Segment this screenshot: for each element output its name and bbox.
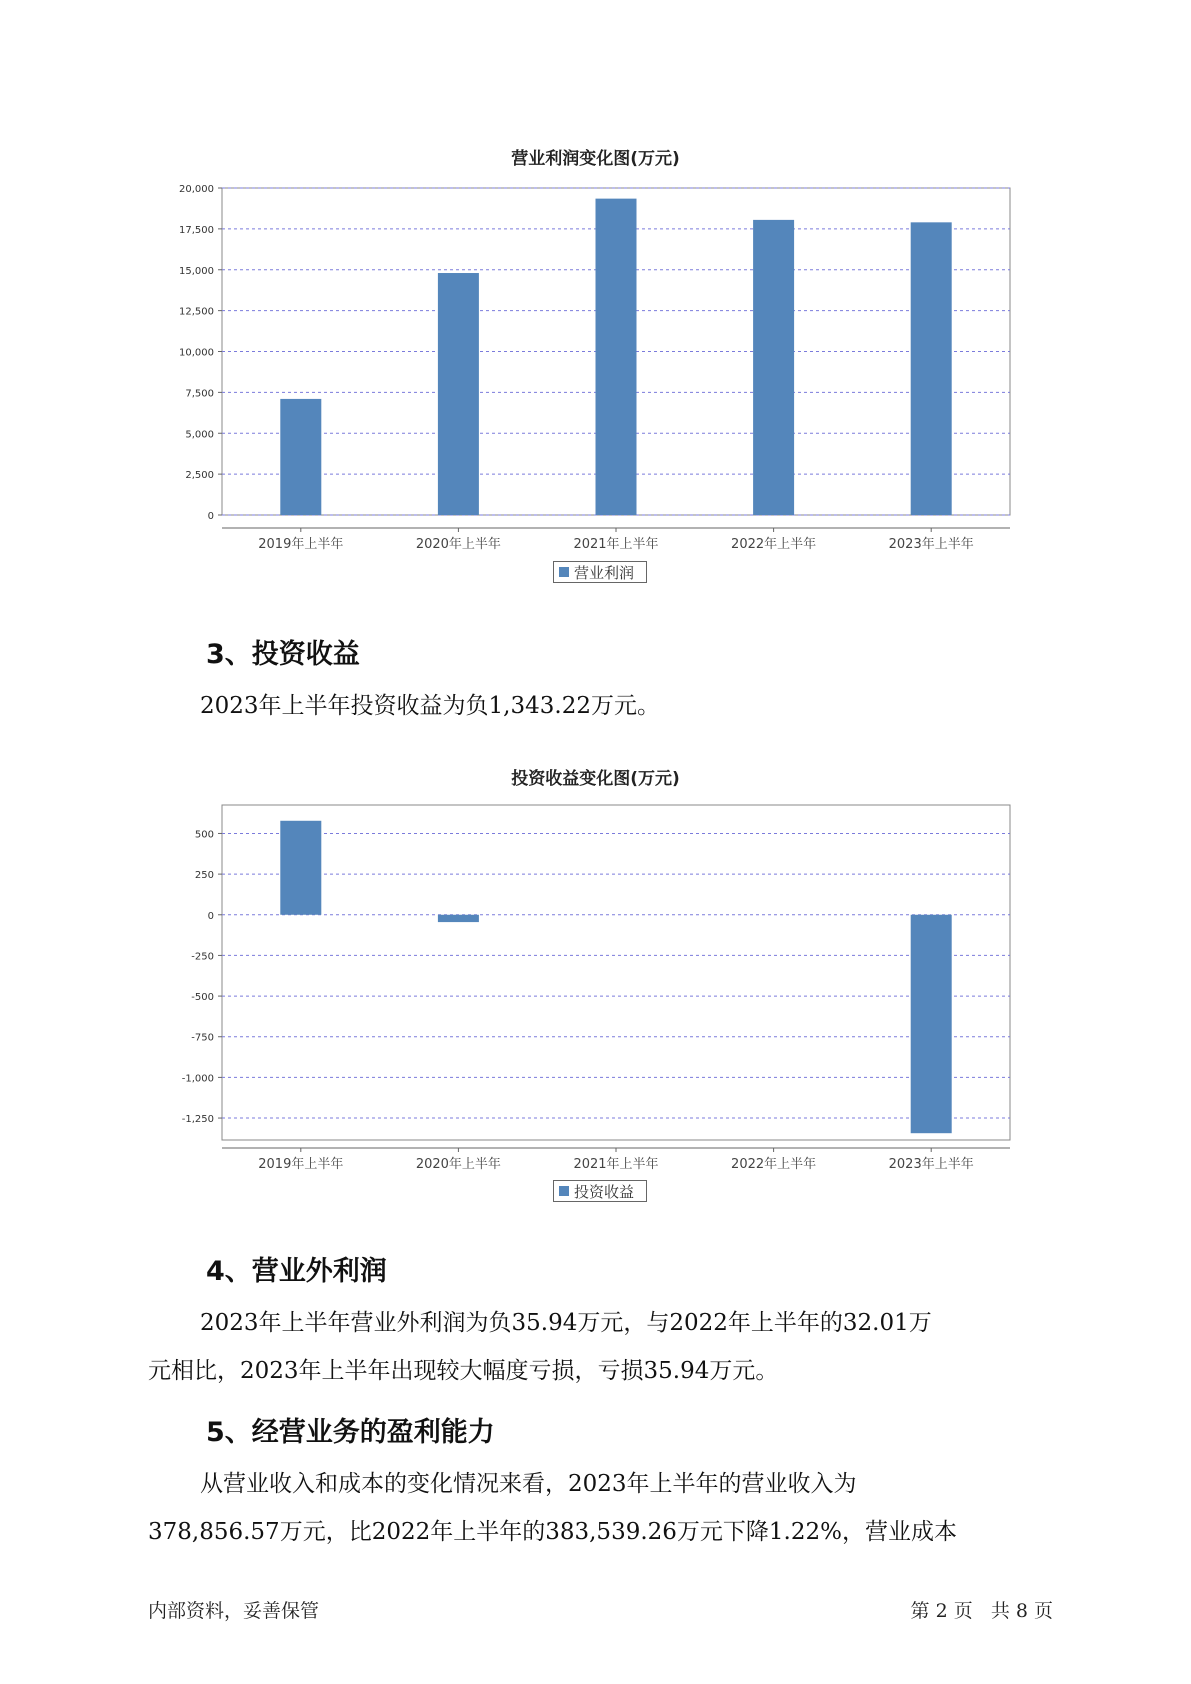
footer-confidential-note: 内部资料，妥善保管: [148, 1600, 320, 1622]
y-tick-label: 2,500: [185, 470, 214, 482]
y-tick-label: 15,000: [179, 265, 214, 277]
chart1-legend-label: 营业利润: [574, 563, 635, 582]
footer-page-number: 第 2 页 共 8 页: [910, 1600, 1053, 1622]
plot-frame: [222, 805, 1010, 1140]
section3-text: 2023年上半年投资收益为负1,343.22万元。: [200, 693, 660, 719]
x-tick-label: 2021年上半年: [573, 537, 659, 552]
x-tick-label: 2019年上半年: [258, 1157, 344, 1172]
legend-swatch: [559, 1186, 569, 1196]
chart2-title: 投资收益变化图(万元): [511, 769, 680, 789]
y-tick-label: 0: [207, 511, 214, 522]
x-tick-label: 2023年上半年: [888, 1157, 974, 1172]
y-tick-label: -1,000: [181, 1073, 214, 1085]
y-tick-label: 7,500: [185, 388, 214, 400]
y-tick-label: -750: [191, 1032, 214, 1044]
x-tick-label: 2020年上半年: [415, 537, 501, 552]
bar: [280, 821, 321, 915]
y-tick-label: 10,000: [179, 347, 214, 359]
section5-paragraph: [148, 1460, 1053, 1556]
section4-heading: 4、营业外利润: [206, 1256, 387, 1287]
section3-heading: 3、投资收益: [206, 639, 360, 670]
section4-line-1: 2023年上半年营业外利润为负35.94万元，与2022年上半年的32.01万: [200, 1310, 932, 1336]
bar: [911, 915, 952, 1133]
y-tick-label: 500: [194, 829, 214, 841]
chart1-title: 营业利润变化图(万元): [511, 149, 680, 169]
x-tick-label: 2019年上半年: [258, 537, 344, 552]
chart2-legend-label: 投资收益: [574, 1182, 635, 1201]
x-tick-label: 2022年上半年: [731, 537, 817, 552]
y-tick-label: -250: [191, 951, 214, 963]
section5-line-2: 378,856.57万元，比2022年上半年的383,539.26万元下降1.22%，营业成本: [148, 1519, 957, 1545]
section4-paragraph: [148, 1299, 1053, 1395]
x-tick-label: 2023年上半年: [888, 537, 974, 552]
x-tick-label: 2021年上半年: [573, 1157, 659, 1172]
section5-heading: 5、经营业务的盈利能力: [206, 1417, 495, 1448]
section5-line-1: 从营业收入和成本的变化情况来看，2023年上半年的营业收入为: [200, 1471, 857, 1497]
y-tick-label: 17,500: [179, 224, 214, 236]
y-tick-label: -500: [191, 992, 214, 1004]
y-tick-label: 0: [207, 910, 214, 922]
y-tick-label: -1,250: [181, 1114, 214, 1126]
x-tick-label: 2022年上半年: [731, 1157, 817, 1172]
chart2-legend: [553, 1180, 647, 1202]
section4-line-2: 元相比，2023年上半年出现较大幅度亏损，亏损35.94万元。: [148, 1358, 779, 1384]
y-tick-label: 12,500: [179, 306, 214, 318]
y-tick-label: 250: [194, 870, 214, 882]
bar: [438, 915, 479, 922]
y-tick-label: 20,000: [179, 184, 214, 195]
x-tick-label: 2020年上半年: [415, 1157, 501, 1172]
y-tick-label: 5,000: [185, 429, 214, 441]
